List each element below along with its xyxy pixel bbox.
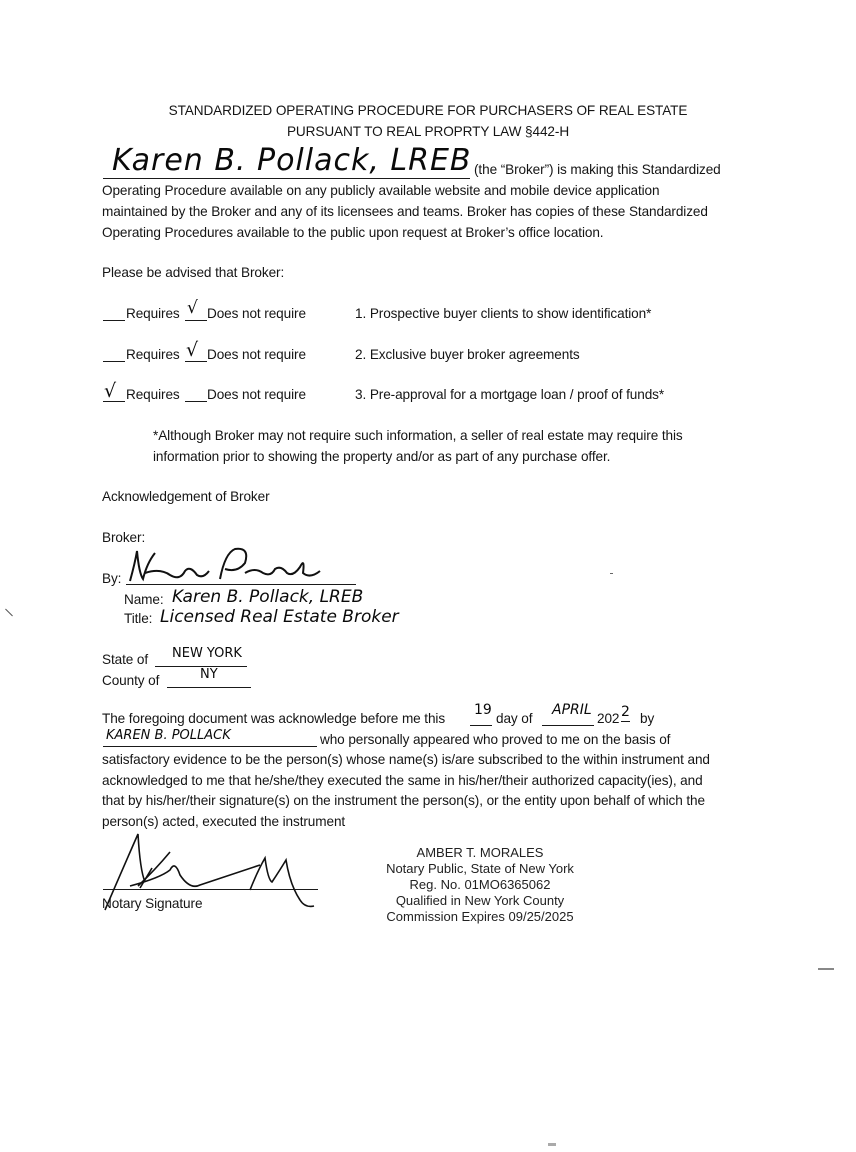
name-value: Karen B. Pollack, LREB [172,587,364,607]
notarization-line3: satisfactory evidence to be the person(s) whose name(s) is/are subscribed to the within instrument and [102,752,710,767]
doc-title-line2: PURSUANT TO REAL PROPRTY LAW §442-H [286,124,570,139]
doc-title-line1: STANDARDIZED OPERATING PROCEDURE FOR PURCHASERS OF REAL ESTATE [168,103,688,118]
broker-name-handwritten: Karen B. Pollack, LREB [112,143,472,178]
notary-stamp-reg: Reg. No. 01MO6365062 [409,877,551,892]
year-prefix: 202 [597,711,620,726]
month-value: APRIL [552,702,592,718]
does-not-require-blank[interactable] [185,320,207,321]
requires-blank[interactable] [103,361,125,362]
intro-line4: Operating Procedures available to the public upon request at Broker’s office location. [102,225,604,240]
does-not-require-label: Does not require [207,347,306,362]
notarization-line2: who personally appeared who proved to me on the basis of [320,732,671,747]
intro-line1: (the “Broker”) is making this Standardized [474,162,721,177]
checkmark-icon: √ [104,380,117,402]
does-not-require-label: Does not require [207,306,306,321]
county-line[interactable] [167,687,251,688]
notary-stamp-title: Notary Public, State of New York [386,861,574,876]
requires-label: Requires [126,387,180,402]
requirement-item: 3. Pre-approval for a mortgage loan / proof of funds* [355,387,665,402]
advised-text: Please be advised that Broker: [102,265,285,280]
footnote-line1: *Although Broker may not require such information, a seller of real estate may require this [153,428,683,443]
person-line[interactable] [103,746,317,747]
broker-label: Broker: [102,530,146,545]
county-value: NY [200,667,218,682]
intro-line2: Operating Procedure available on any publicly available website and mobile device application [102,183,660,198]
state-label: State of [102,652,149,667]
notarization-line1b: day of [496,711,533,726]
notary-stamp-county: Qualified in New York County [395,893,565,908]
requires-label: Requires [126,347,180,362]
notary-stamp [360,845,600,925]
notary-stamp-name: AMBER T. MORALES [416,845,544,860]
notarization-line1a: The foregoing document was acknowledge before me this [102,711,446,726]
title-value: Licensed Real Estate Broker [160,607,399,627]
name-label: Name: [124,592,164,607]
month-line[interactable] [542,725,594,726]
acknowledgement-heading: Acknowledgement of Broker [102,489,270,504]
broker-signature [125,543,335,588]
notarization-line6: person(s) acted, executed the instrument [102,814,346,829]
state-value: NEW YORK [172,646,242,661]
does-not-require-blank[interactable] [185,361,207,362]
day-line[interactable] [470,725,492,726]
day-value: 19 [474,702,492,718]
person-value: KAREN B. POLLACK [106,728,231,743]
notary-stamp-expiry: Commission Expires 09/25/2025 [386,909,574,924]
requires-blank[interactable] [103,320,125,321]
requirement-item: 2. Exclusive buyer broker agreements [355,347,580,362]
scan-speck [818,968,834,970]
broker-name-line [103,178,470,179]
notarization-line1c: by [640,711,655,726]
notarization-line4: acknowledged to me that he/she/they executed the same in his/her/their authorized capacity(ies), and [102,773,703,788]
does-not-require-label: Does not require [207,387,306,402]
footnote-line2: information prior to showing the property and/or as part of any purchase offer. [153,449,611,464]
requirement-item: 1. Prospective buyer clients to show identification* [355,306,652,321]
county-label: County of [102,673,160,688]
scan-speck [5,609,13,617]
checkmark-icon: √ [186,339,199,361]
intro-line3: maintained by the Broker and any of its licensees and teams. Broker has copies of these Standardized [102,204,708,219]
checkmark-icon: √ [187,298,198,318]
title-label: Title: [124,611,153,626]
notary-signature-label: Notary Signature [102,896,203,911]
by-label: By: [102,571,122,586]
scan-speck [610,573,613,574]
scan-speck [548,1143,556,1146]
requires-label: Requires [126,306,180,321]
year-suffix: 2 [621,704,630,720]
does-not-require-blank[interactable] [185,401,207,402]
notarization-line5: that by his/her/their signature(s) on the instrument the person(s), or the entity upon behalf of which the [102,793,705,808]
